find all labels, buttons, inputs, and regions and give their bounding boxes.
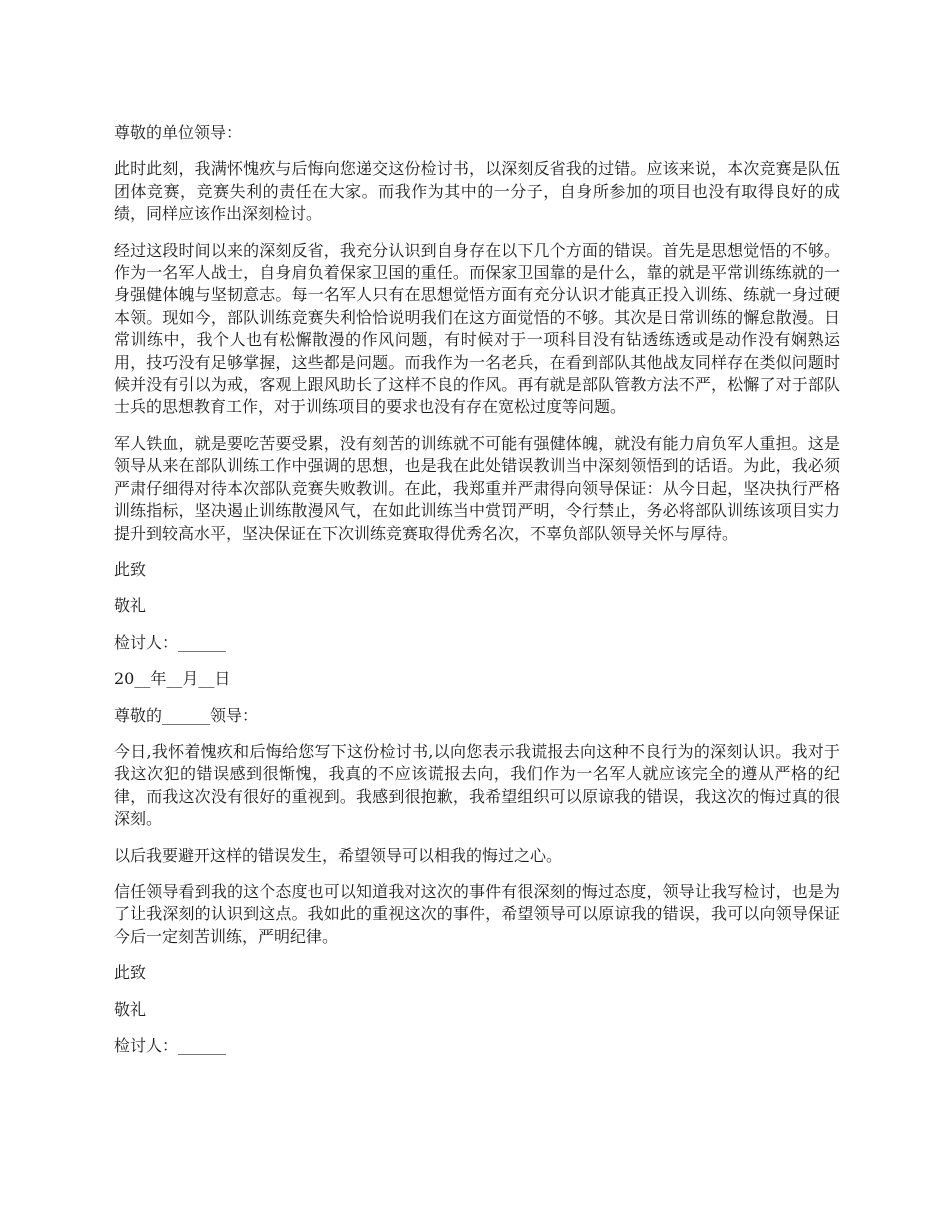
letter2-paragraph-3: 信任领导看到我的这个态度也可以知道我对这次的事件有很深刻的悔过态度，领导让我写检讨，也是为了让我深刻的认识到这点。我如此的重视这次的事件，希望领导可以原谅我的错误，我可以向领导保证今后一定刻苦训练，严明纪律。 — [114, 881, 840, 946]
letter2-salutation: 尊敬的______领导： — [114, 705, 259, 725]
letter1-paragraph-1: 此时此刻，我满怀愧疚与后悔向您递交这份检讨书，以深刻反省我的过错。应该来说，本次竞赛是队伍团体竞赛，竞赛失利的责任在大家。而我作为其中的一分子，自身所参加的项目也没有取得良好的成绩，同样应该作出深刻检讨。 — [114, 159, 840, 224]
letter1-paragraph-2: 经过这段时间以来的深刻反省，我充分认识到自身存在以下几个方面的错误。首先是思想觉悟的不够。作为一名军人战士，自身肩负着保家卫国的重任。而保家卫国靠的是什么，靠的就是平常训练练就的一身强健体魄与坚韧意志。每一名军人只有在思想觉悟方面有充分认识才能真正投入训练、练就一身过硬本领。现如今，部队训练竞赛失利恰恰说明我们在这方面觉悟的不够。其次是日常训练的懈怠散漫。日常训练中，我个人也有松懈散漫的作风问题，有时候对于一项科目没有钻透练透或是动作没有娴熟运用，技巧没有足够掌握，这些都是问题。而我作为一名老兵，在看到部队其他战友同样存在类似问题时候并没有引以为戒，客观上跟风助长了这样不良的作风。再有就是部队管教方法不严，松懈了对于部队士兵的思想教育工作，对于训练项目的要求也没有存在宽松过度等问题。 — [114, 240, 840, 417]
letter2-closing-1: 此致 — [114, 963, 147, 983]
letter2-signer: 检讨人：______ — [114, 1036, 227, 1055]
letter1-closing-1: 此致 — [114, 559, 147, 579]
letter1-date: 20__年__月__日 — [114, 669, 231, 689]
document-page — [114, 122, 840, 1071]
letter2-paragraph-1: 今日,我怀着愧疚和后悔给您写下这份检讨书,以向您表示我谎报去向这种不良行为的深刻认识。我对于我这次犯的错误感到很惭愧，我真的不应该谎报去向，我们作为一名军人就应该完全的遵从严格的纪律，而我这次没有很好的重视到。我感到很抱歉，我希望组织可以原谅我的错误，我这次的悔过真的很深刻。 — [114, 741, 840, 829]
letter2-paragraph-2: 以后我要避开这样的错误发生，希望领导可以相我的悔过之心。 — [114, 845, 563, 865]
letter1-signer: 检讨人：______ — [114, 632, 227, 652]
letter1-salutation: 尊敬的单位领导： — [114, 123, 243, 142]
letter1-closing-2: 敬礼 — [114, 596, 147, 616]
letter1-paragraph-3: 军人铁血，就是要吃苦要受累，没有刻苦的训练就不可能有强健体魄，就没有能力肩负军人重担。这是领导从来在部队训练工作中强调的思想，也是我在此处错误教训当中深刻领悟到的话语。为此，我必须严肃仔细得对待本次部队竞赛失败教训。在此，我郑重并严肃得向领导保证：从今日起，坚决执行严格训练指标，坚决遏止训练散漫风气，在如此训练当中赏罚严明，令行禁止，务必将部队训练该项目实力提升到较高水平，坚决保证在下次训练竞赛取得优秀名次，不辜负部队领导关怀与厚待。 — [114, 433, 840, 543]
letter2-closing-2: 敬礼 — [114, 999, 147, 1019]
